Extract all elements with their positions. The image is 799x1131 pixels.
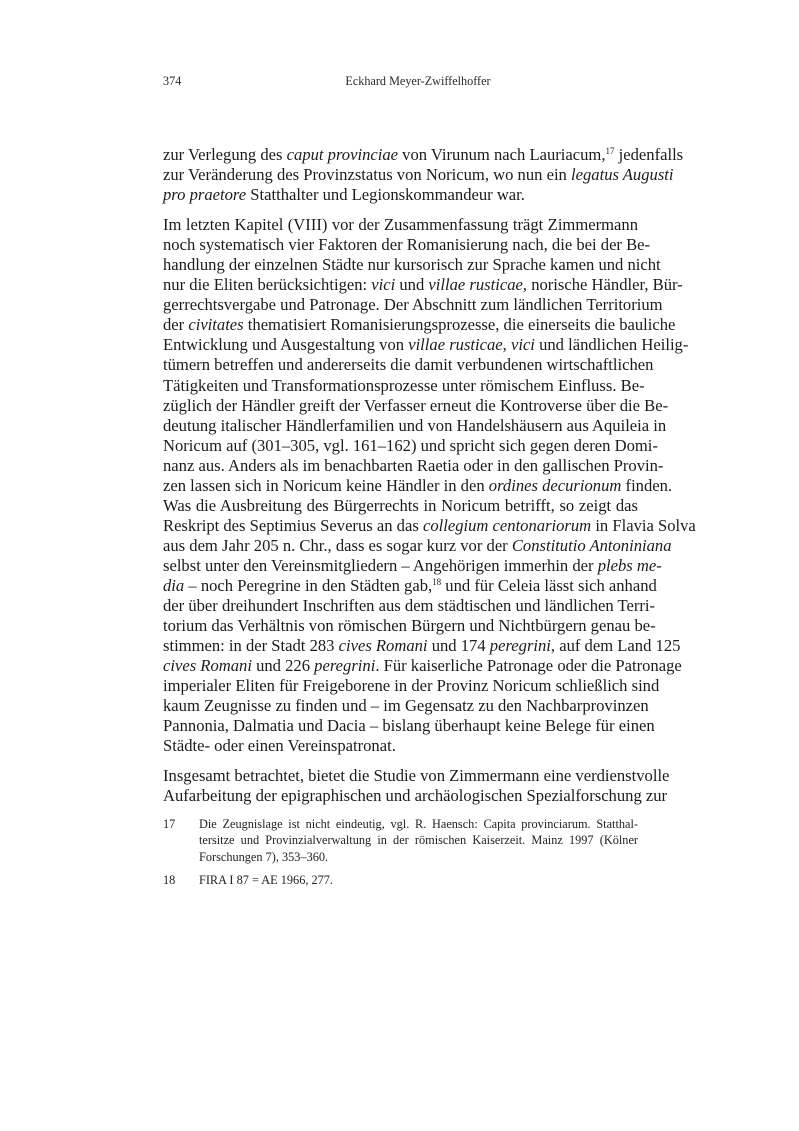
text-run: Reskript des Septimius Severus an das [163,515,423,535]
italic-term: caput provinciae [286,145,399,164]
text-line [163,515,696,536]
text-run: der über dreihundert Inschriften aus dem städtischen und ländlichen Terri- [163,596,656,616]
footnote-text [199,816,638,865]
text-line [163,255,661,275]
text-run: thematisiert Romanisierungsprozesse, die einerseits die bauliche [243,315,676,335]
text-run: und 174 [427,636,490,656]
text-line [163,395,669,416]
footnote [163,872,638,888]
text-line [163,575,657,596]
italic-term: cives Romani [338,636,428,656]
text-run: noch systematisch vier Faktoren der Romanisierung nach, die bei der Be- [163,235,651,255]
text-run: imperialer Eliten für Freigeborene in der Provinz Noricum schließlich sind [163,676,660,696]
text-run: zen lassen sich in Noricum keine Händler in den [163,475,489,495]
text-line [163,215,638,235]
footnote-text [199,872,638,888]
footnote-reference[interactable]: 18 [432,576,442,587]
text-run: von Virunum nach Lauriacum, [398,145,606,164]
text-line [163,596,656,616]
text-line [163,766,670,786]
footnote-line: Die Zeugnislage ist nicht eindeutig, vgl. R. Haensch: Capita provinciarum. Statthal- [199,817,638,831]
text-run: finden. [621,475,673,495]
text-line [163,716,655,736]
text-line [163,676,660,696]
text-run: deutung italischer Händlerfamilien und von Handelshäusern aus Aquileia in [163,415,667,435]
text-line [163,145,684,165]
paragraph [163,215,696,756]
italic-term: villae rusticae [428,275,523,295]
text-run: – noch Peregrine in den Städten gab, [184,575,433,595]
italic-term: legatus Augusti [571,165,674,185]
text-run: aus dem Jahr 205 n. Chr., dass es sogar kurz vor der [163,535,512,555]
text-run: Insgesamt betrachtet, bietet die Studie von Zimmermann eine verdienstvolle [163,766,670,786]
text-line [163,555,662,576]
text-run: zur Veränderung des Provinzstatus von Noricum, wo nun ein [163,165,572,185]
text-run: stimmen: in der Stadt 283 [163,636,339,656]
text-line [163,736,638,756]
text-run: und für Celeia lässt sich anhand [441,575,657,595]
text-run: handlung der einzelnen Städte nur kursorisch zur Sprache kamen und nicht [163,255,661,275]
text-run: Statthalter und Legionskommandeur war. [246,185,525,205]
text-run: und ländlichen Heilig- [534,335,689,355]
italic-term: vici [510,335,535,355]
italic-term: civitates [188,315,244,335]
text-run: und 226 [251,656,315,676]
footnote-reference[interactable]: 17 [605,146,615,156]
text-line [163,335,689,355]
text-line [163,315,676,335]
text-run: Im letzten Kapitel (VIII) vor der Zusammenfassung trägt Zimmermann [163,215,638,235]
italic-term: collegium centonariorum [422,515,592,535]
body-text [163,145,696,807]
running-head [163,72,637,90]
text-line [163,455,664,476]
text-run: . Für kaiserliche Patronage oder die Patronage [375,656,682,676]
italic-term: villae rusticae [408,335,503,355]
footnote-number: 18 [163,872,176,887]
italic-term: ordines decurionum [488,475,622,495]
italic-term: pro praetore [163,185,247,205]
text-run: Entwicklung und Ausgestaltung von [163,335,409,355]
text-run: selbst unter den Vereinsmitgliedern – Angehörigen immerhin der [163,555,598,575]
text-line [163,475,673,496]
page-number: 374 [163,74,182,88]
text-line [163,235,651,255]
text-line [163,435,658,456]
text-line [163,275,683,295]
text-line [163,616,656,636]
text-run: Tätigkeiten und Transformationsprozesse unter römischem Einfluss. Be- [163,375,645,395]
text-run: torium das Verhältnis von römischen Bürgern und Nichtbürgern genau be- [163,616,656,636]
text-line [163,636,681,656]
text-run: nanz aus. Anders als im benachbarten Raetia oder in den gallischen Provin- [163,455,664,475]
text-line [163,415,667,436]
running-head-author: Eckhard Meyer-Zwiffelhoffer [345,74,491,88]
text-run: Aufarbeitung der epigraphischen und archäologischen Spezialforschung zur [163,786,668,806]
text-line [163,496,638,516]
text-line [163,656,682,676]
italic-term: plebs me- [597,555,662,575]
paragraph [163,766,670,806]
text-run: tümern betreffen und andererseits die damit verbundenen wirtschaftlichen [163,355,654,375]
text-line [163,696,649,716]
footnote-number: 17 [163,817,176,831]
text-run: kaum Zeugnisse zu finden und – im Gegensatz zu den Nachbarprovinzen [163,696,649,716]
italic-term: vici [371,275,396,295]
text-line [163,165,674,185]
italic-term: peregrini [314,656,376,676]
text-run: zur Verlegung des [163,145,287,164]
text-line [163,185,638,205]
footnote-line: FIRA I 87 = AE 1966, 277. [199,872,334,887]
text-run: , auf dem Land 125 [550,636,681,656]
text-line [163,786,668,806]
text-run: und [395,275,429,295]
text-run: Pannonia, Dalmatia und Dacia – bislang überhaupt keine Belege für einen [163,716,655,736]
paragraph [163,145,684,205]
text-run: jedenfalls [614,145,684,164]
text-run: in Flavia Solva [591,515,696,535]
text-line [163,355,654,375]
footnotes [163,816,638,888]
footnote-line: Forschungen 7), 353–360. [199,849,329,864]
text-run: Städte- oder einen Vereinspatronat. [163,736,396,756]
text-run: gerrechtsvergabe und Patronage. Der Abschnitt zum ländlichen Territorium [163,295,663,315]
text-run: nur die Eliten berücksichtigen: [163,275,372,295]
text-run: , [502,335,511,355]
italic-term: cives Romani [163,656,252,676]
text-run: der [163,315,189,335]
text-line [163,375,645,396]
text-line [163,295,663,315]
text-run: Noricum auf (301–305, vgl. 161–162) und spricht sich gegen deren Domi- [163,435,658,455]
italic-term: Constitutio Antoniniana [511,535,672,555]
italic-term: dia [163,575,185,595]
footnote-line: tersitze und Provinzialverwaltung in der römischen Kaiserzeit. Mainz 1997 (Kölner [199,833,638,848]
text-line [163,535,672,556]
text-run: züglich der Händler greift der Verfasser erneut die Kontroverse über die Be- [163,395,669,415]
text-run: , norische Händler, Bür- [522,275,683,295]
italic-term: peregrini [489,636,551,656]
footnote [163,816,638,865]
text-run: Was die Ausbreitung des Bürgerrechts in Noricum betrifft, so zeigt das [163,495,638,515]
